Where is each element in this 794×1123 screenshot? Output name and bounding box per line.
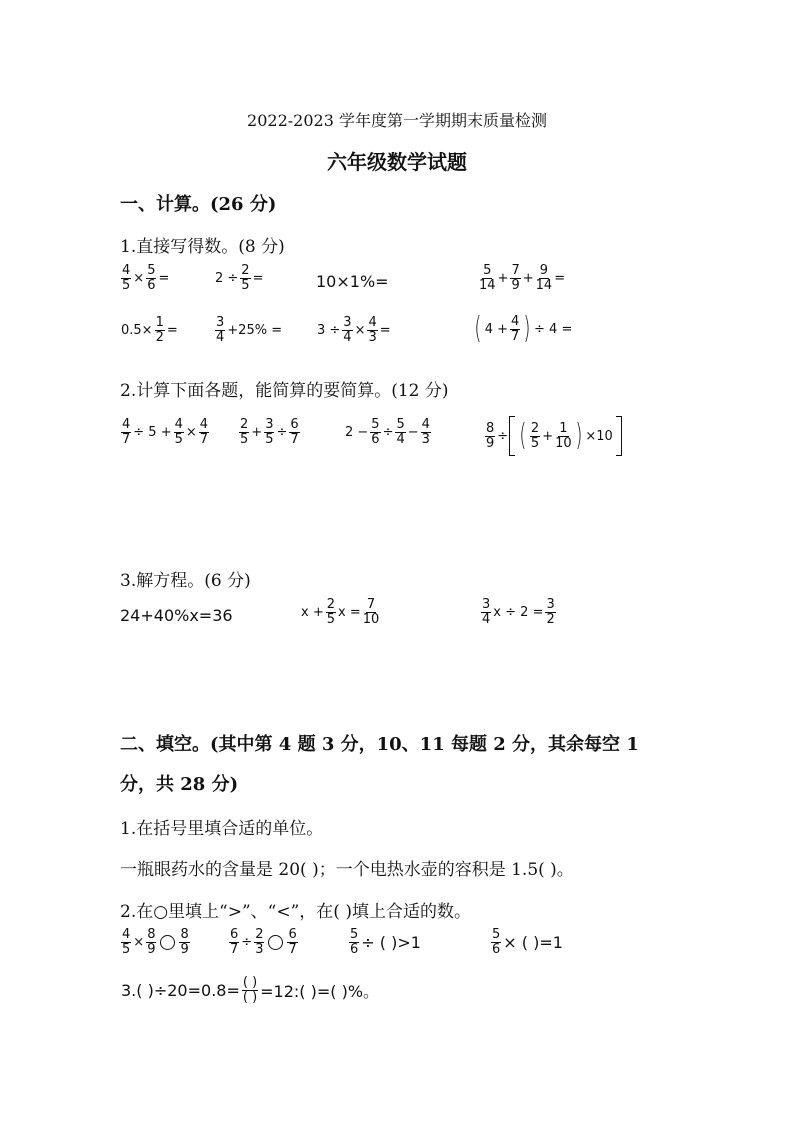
exam-title: 六年级数学试题 [327,150,467,174]
s2-q3: 3.( )÷20=0.8= $\frac{( )}{( )}$ =12:( )=( )%。 [121,975,380,1005]
q2-item-d: $\frac{8}{9}$ ÷ ( $\frac{2}{5}$ + $\frac{1}{10}$ ) ×10 [484,416,622,456]
s2-q2-item-c: $\frac{5}{6}$ ÷ ( )>1 [350,927,421,957]
q3-item-c: $\frac{3}{4}$ x ÷ 2 = $\frac{3}{2}$ [482,597,555,627]
q1-item-f: $\frac{3}{4}$ +25% = [216,315,283,345]
q1-item-e: 0.5× $\frac{1}{2}$ = [121,315,178,345]
q1-label: 1.直接写得数。(8 分) [120,237,285,257]
q3-item-a: 24+40%x=36 [120,606,233,625]
s2-q1-text: 一瓶眼药水的含量是 20( )；一个电热水壶的容积是 1.5( )。 [120,860,574,880]
compare-circle[interactable] [268,935,283,950]
q3-item-b: x + $\frac{2}{5}$ x = $\frac{7}{10}$ [301,597,380,627]
s2-q2-item-a: $\frac{4}{5}$ × $\frac{8}{9}$ $\frac{8}{9}$ [122,927,189,957]
exam-subtitle: 2022-2023 学年度第一学期期末质量检测 [247,111,547,130]
q1-item-g: 3 ÷ $\frac{3}{4}$ × $\frac{4}{3}$ = [317,315,391,345]
s2-q2-item-d: $\frac{5}{6}$ × ( )=1 [492,927,563,957]
q1-item-d: $\frac{5}{14}$ + $\frac{7}{9}$ + $\frac{9}{14}$ = [479,263,566,293]
q3-label: 3.解方程。(6 分) [120,571,251,591]
section2-heading-line2: 分，共 28 分) [120,774,239,795]
q2-item-a: $\frac{4}{7}$ ÷ 5 + $\frac{4}{5}$ × $\frac{4}{7}$ [122,417,209,447]
s2-q2-label: 2.在○里填上“>”、“<”，在( )填上合适的数。 [120,902,471,922]
q2-item-b: $\frac{2}{5}$ + $\frac{3}{5}$ ÷ $\frac{6}{7}$ [240,417,299,447]
section1-heading: 一、计算。(26 分) [120,194,277,215]
q2-label: 2.计算下面各题，能简算的要简算。(12 分) [120,381,449,401]
q1-item-a: $\frac{4}{5}$ × $\frac{5}{6}$ = [122,263,170,293]
right-square-bracket [616,416,622,456]
section2-heading-line1: 二、填空。(其中第 4 题 3 分，10、11 每题 2 分，其余每空 1 [120,734,639,755]
q1-item-h: ( 4 + $\frac{4}{7}$ ) ÷ 4 = [474,311,573,346]
s2-q1-label: 1.在括号里填合适的单位。 [120,819,324,839]
q1-item-b: 2 ÷ $\frac{2}{5}$ = [215,263,264,293]
q2-item-c: 2 − $\frac{5}{6}$ ÷ $\frac{5}{4}$ − $\frac{4}{3}$ [345,417,430,447]
left-square-bracket [509,416,515,456]
compare-circle[interactable] [160,935,175,950]
q1-item-c: 10×1%= [316,272,389,291]
s2-q2-item-b: $\frac{6}{7}$ ÷ $\frac{2}{3}$ $\frac{6}{7}$ [230,927,297,957]
